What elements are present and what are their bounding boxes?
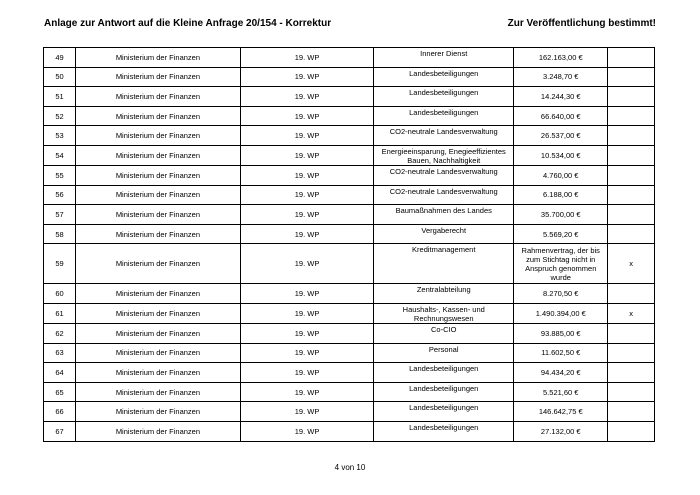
ministry-cell: Ministerium der Finanzen [76, 205, 241, 225]
marker-cell: x [608, 244, 655, 284]
ministry-cell: Ministerium der Finanzen [76, 165, 241, 185]
table-row [44, 224, 655, 244]
marker-cell [608, 185, 655, 205]
row-number-cell: 52 [44, 106, 76, 126]
amount-cell: 162.163,00 € [514, 48, 608, 68]
row-number-cell: 58 [44, 224, 76, 244]
ministry-cell: Ministerium der Finanzen [76, 323, 241, 343]
ministry-cell: Ministerium der Finanzen [76, 284, 241, 304]
amount-cell: 5.569,20 € [514, 224, 608, 244]
table-body [44, 48, 655, 442]
row-number-cell: 54 [44, 145, 76, 165]
ministry-cell: Ministerium der Finanzen [76, 402, 241, 422]
amount-cell: 5.521,60 € [514, 382, 608, 402]
ministry-cell: Ministerium der Finanzen [76, 303, 241, 323]
row-number-cell: 62 [44, 323, 76, 343]
marker-cell [608, 87, 655, 107]
marker-cell [608, 343, 655, 363]
ministry-cell: Ministerium der Finanzen [76, 48, 241, 68]
marker-cell [608, 402, 655, 422]
row-number-cell: 59 [44, 244, 76, 284]
marker-cell [608, 165, 655, 185]
legislative-period-cell: 19. WP [240, 343, 374, 363]
row-number-cell: 65 [44, 382, 76, 402]
row-number-cell: 53 [44, 126, 76, 146]
row-number-cell: 64 [44, 363, 76, 383]
table-row [44, 363, 655, 383]
row-number-cell: 57 [44, 205, 76, 225]
data-table [43, 47, 655, 442]
table-row [44, 67, 655, 87]
amount-cell: 94.434,20 € [514, 363, 608, 383]
subject-cell: CO2-neutrale Landesverwaltung [374, 185, 514, 205]
subject-cell: Personal [374, 343, 514, 363]
marker-cell [608, 224, 655, 244]
legislative-period-cell: 19. WP [240, 323, 374, 343]
amount-cell: 35.700,00 € [514, 205, 608, 225]
table-row [44, 244, 655, 284]
publication-notice: Zur Veröffentlichung bestimmt! [507, 18, 656, 29]
table-row [44, 303, 655, 323]
amount-cell: 93.885,00 € [514, 323, 608, 343]
legislative-period-cell: 19. WP [240, 421, 374, 441]
table-row [44, 87, 655, 107]
amount-cell: 26.537,00 € [514, 126, 608, 146]
row-number-cell: 67 [44, 421, 76, 441]
table-row [44, 402, 655, 422]
table-row [44, 106, 655, 126]
table-row [44, 284, 655, 304]
ministry-cell: Ministerium der Finanzen [76, 67, 241, 87]
marker-cell [608, 382, 655, 402]
subject-cell: Co-CIO [374, 323, 514, 343]
amount-cell: 1.490.394,00 € [514, 303, 608, 323]
subject-cell: Landesbeteiligungen [374, 87, 514, 107]
amount-cell: 3.248,70 € [514, 67, 608, 87]
legislative-period-cell: 19. WP [240, 363, 374, 383]
amount-cell: 4.760,00 € [514, 165, 608, 185]
table-row [44, 185, 655, 205]
marker-cell [608, 205, 655, 225]
amount-cell: 14.244,30 € [514, 87, 608, 107]
amount-cell: 27.132,00 € [514, 421, 608, 441]
ministry-cell: Ministerium der Finanzen [76, 185, 241, 205]
amount-cell: 146.642,75 € [514, 402, 608, 422]
row-number-cell: 50 [44, 67, 76, 87]
subject-cell: Landesbeteiligungen [374, 67, 514, 87]
legislative-period-cell: 19. WP [240, 303, 374, 323]
marker-cell [608, 145, 655, 165]
row-number-cell: 63 [44, 343, 76, 363]
subject-cell: Landesbeteiligungen [374, 382, 514, 402]
subject-cell: Zentralabteilung [374, 284, 514, 304]
amount-cell: 11.602,50 € [514, 343, 608, 363]
marker-cell [608, 106, 655, 126]
ministry-cell: Ministerium der Finanzen [76, 244, 241, 284]
amount-cell: 8.270,50 € [514, 284, 608, 304]
legislative-period-cell: 19. WP [240, 126, 374, 146]
marker-cell [608, 48, 655, 68]
subject-cell: Energieeinsparung, Enegieeffizientes Bauen, Nachhaltigkeit [374, 145, 514, 165]
legislative-period-cell: 19. WP [240, 382, 374, 402]
marker-cell [608, 363, 655, 383]
subject-cell: Landesbeteiligungen [374, 363, 514, 383]
legislative-period-cell: 19. WP [240, 48, 374, 68]
legislative-period-cell: 19. WP [240, 224, 374, 244]
ministry-cell: Ministerium der Finanzen [76, 145, 241, 165]
legislative-period-cell: 19. WP [240, 284, 374, 304]
subject-cell: Vergaberecht [374, 224, 514, 244]
ministry-cell: Ministerium der Finanzen [76, 126, 241, 146]
table-row [44, 165, 655, 185]
subject-cell: Haushalts-, Kassen- und Rechnungswesen [374, 303, 514, 323]
table-row [44, 323, 655, 343]
marker-cell: x [608, 303, 655, 323]
row-number-cell: 49 [44, 48, 76, 68]
table-row [44, 126, 655, 146]
table-row [44, 343, 655, 363]
legislative-period-cell: 19. WP [240, 87, 374, 107]
document-header-title: Anlage zur Antwort auf die Kleine Anfrage 20/154 - Korrektur [44, 18, 332, 29]
page-number: 4 von 10 [334, 463, 366, 472]
ministry-cell: Ministerium der Finanzen [76, 421, 241, 441]
marker-cell [608, 126, 655, 146]
subject-cell: Innerer Dienst [374, 48, 514, 68]
amount-cell: Rahmenvertrag, der bis zum Stichtag nicht in Anspruch genommen wurde [514, 244, 608, 284]
row-number-cell: 56 [44, 185, 76, 205]
subject-cell: Landesbeteiligungen [374, 106, 514, 126]
marker-cell [608, 67, 655, 87]
ministry-cell: Ministerium der Finanzen [76, 382, 241, 402]
marker-cell [608, 323, 655, 343]
ministry-cell: Ministerium der Finanzen [76, 106, 241, 126]
ministry-cell: Ministerium der Finanzen [76, 87, 241, 107]
subject-cell: CO2-neutrale Landesverwaltung [374, 126, 514, 146]
legislative-period-cell: 19. WP [240, 106, 374, 126]
table-row [44, 205, 655, 225]
row-number-cell: 66 [44, 402, 76, 422]
marker-cell [608, 284, 655, 304]
legislative-period-cell: 19. WP [240, 244, 374, 284]
table-row [44, 421, 655, 441]
subject-cell: Landesbeteiligungen [374, 402, 514, 422]
table-row [44, 145, 655, 165]
table-row [44, 382, 655, 402]
row-number-cell: 51 [44, 87, 76, 107]
row-number-cell: 55 [44, 165, 76, 185]
amount-cell: 10.534,00 € [514, 145, 608, 165]
subject-cell: Baumaßnahmen des Landes [374, 205, 514, 225]
legislative-period-cell: 19. WP [240, 165, 374, 185]
ministry-cell: Ministerium der Finanzen [76, 363, 241, 383]
table-row [44, 48, 655, 68]
subject-cell: CO2-neutrale Landesverwaltung [374, 165, 514, 185]
subject-cell: Landesbeteiligungen [374, 421, 514, 441]
subject-cell: Kreditmanagement [374, 244, 514, 284]
legislative-period-cell: 19. WP [240, 145, 374, 165]
row-number-cell: 61 [44, 303, 76, 323]
legislative-period-cell: 19. WP [240, 67, 374, 87]
marker-cell [608, 421, 655, 441]
legislative-period-cell: 19. WP [240, 185, 374, 205]
legislative-period-cell: 19. WP [240, 402, 374, 422]
ministry-cell: Ministerium der Finanzen [76, 343, 241, 363]
ministry-cell: Ministerium der Finanzen [76, 224, 241, 244]
amount-cell: 66.640,00 € [514, 106, 608, 126]
amount-cell: 6.188,00 € [514, 185, 608, 205]
legislative-period-cell: 19. WP [240, 205, 374, 225]
row-number-cell: 60 [44, 284, 76, 304]
